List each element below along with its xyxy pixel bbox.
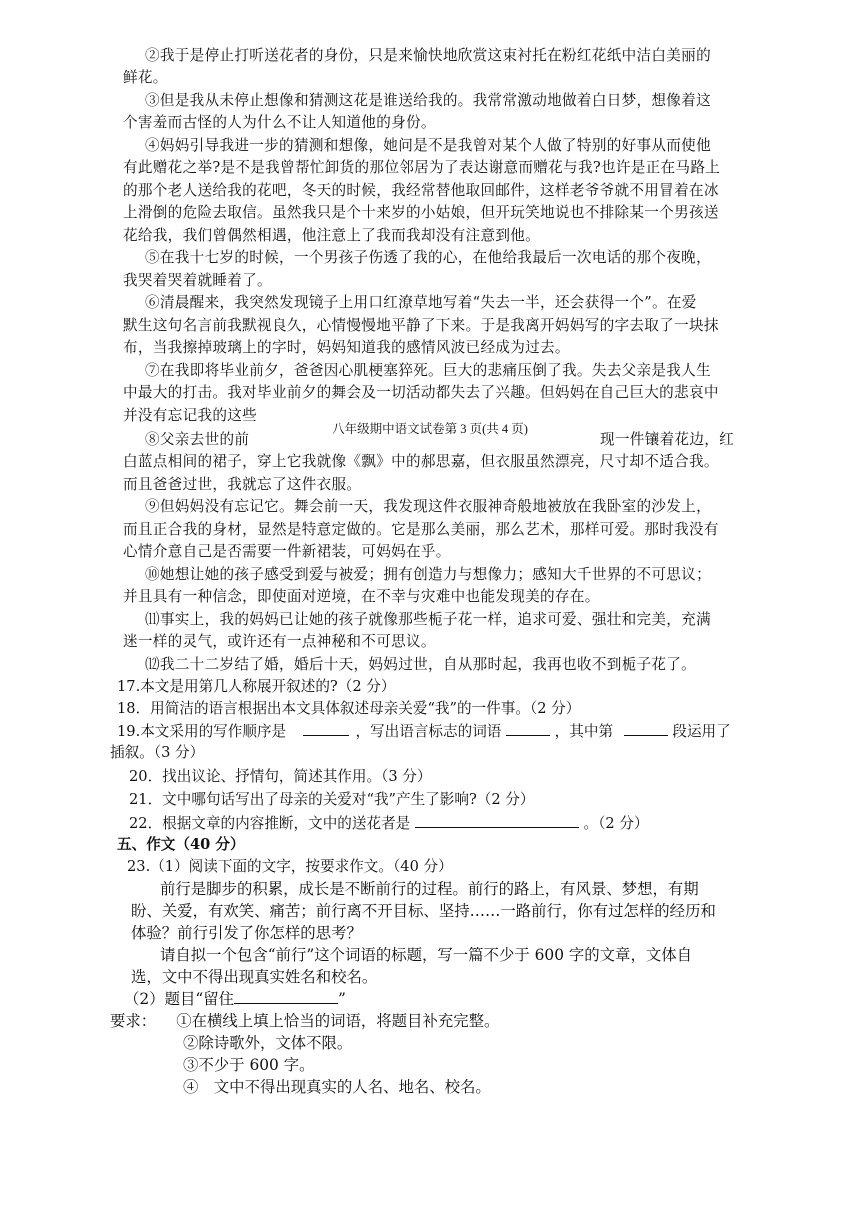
para-8-line-2: 白蓝点相间的裙子，穿上它我就像《飘》中的郝思嘉，但衣服虽然漂亮，尺寸却不适合我。 — [123, 453, 719, 470]
question-17: 17.本文是用第几人称展开叙述的?（2 分） — [117, 678, 396, 695]
essay-prompt-line-5: 选，文中不得出现真实姓名和校名。 — [131, 968, 378, 986]
page-footer: 八年级期中语文试卷第 3 页(共 4 页) — [272, 418, 588, 440]
question-20: 20．找出议论、抒情句，简述其作用。（3 分） — [129, 768, 432, 785]
question-19: 19.本文采用的写作顺序是 ，写出语言标志的词语 ，其中第 段运用了 — [117, 723, 731, 740]
question-19-cont: 插叙。（3 分） — [110, 744, 205, 761]
requirements: 要求： ①在横线上填上恰当的词语，将题目补充完整。 — [110, 1012, 500, 1030]
para-6-line-3: 布，当我擦掉玻璃上的字时，妈妈知道我的感情风波已经成为过去。 — [123, 339, 570, 356]
essay-prompt-line-4: 请自拟一个包含“前行”这个词语的标题，写一篇不少于 600 字的文章，文体自 — [160, 946, 693, 964]
question-18: 18．用简洁的语言根据出本文具体叙述母亲关爱“我”的一件事。（2 分） — [117, 700, 581, 717]
para-2-line-2: 鲜花。 — [123, 69, 168, 86]
para-10-line-2: 并且具有一种信念，即使面对逆境，在不幸与灾难中也能发现美的存在。 — [123, 588, 600, 605]
question-21: 21．文中哪句话写出了母亲的关爱对“我”产生了影响?（2 分） — [129, 791, 535, 808]
para-6-line-2: 默生这句名言前我默视良久，心情慢慢地平静了下来。于是我离开妈妈写的字去取了一块抹 — [123, 317, 719, 334]
para-4-line-1: ④妈妈引导我进一步的猜测和想像，她问是不是我曾对某个人做了特别的好事从而使他 — [145, 137, 711, 154]
para-9-line-2: 而且正合我的身材，显然是特意定做的。它是那么美丽，那么艺术，那样可爱。那时我没有 — [123, 521, 719, 538]
answer-blank-22[interactable] — [415, 813, 579, 828]
essay-prompt-line-2: 盼、关爱，有欢笑、痛苦；前行离不开目标、坚持……一路前行，你有过怎样的经历和 — [131, 902, 716, 920]
para-5-line-1: ⑤在我十七岁的时候，一个男孩子伤透了我的心，在他给我最后一次电话的那个夜晚， — [145, 249, 711, 266]
essay-prompt-line-3: 体验？前行引发了你怎样的思考？ — [131, 924, 362, 942]
para-8-line-1-right: 现一件镶着花边，红 — [600, 431, 735, 448]
para-9-line-3: 心情介意自己是否需要一件新裙装，可妈妈在乎。 — [123, 543, 451, 560]
para-8-line-3: 而且爸爸过世，我就忘了这件衣服。 — [123, 476, 362, 493]
para-8-line-1-left: ⑧父亲去世的前 — [145, 431, 250, 448]
requirement-2: ②除诗歌外，文体不限。 — [183, 1034, 353, 1052]
question-22: 22．根据文章的内容推断，文中的送花者是 。（2 分） — [129, 815, 649, 832]
para-6-line-1: ⑥清晨醒来，我突然发现镜子上用口红潦草地写着“失去一半，还会获得一个”。在爱 — [145, 294, 697, 311]
para-4-line-5: 花给我，我们曾偶然相遇，他注意上了我而我却没有注意到他。 — [123, 227, 541, 244]
requirement-3: ③不少于 600 字。 — [183, 1056, 315, 1074]
title-blank[interactable] — [234, 989, 338, 1004]
requirement-4: ④ 文中不得出现真实的人名、地名、校名。 — [183, 1078, 491, 1096]
para-4-line-4: 上滑倒的危险去取信。虽然我只是个十来岁的小姑娘，但开玩笑地说也不排除某一个男孩送 — [123, 204, 719, 221]
para-11-line-1: ⑾事实上，我的妈妈已让她的孩子就像那些栀子花一样，追求可爱、强壮和完美，充满 — [145, 611, 711, 628]
para-9-line-1: ⑨但妈妈没有忘记它。舞会前一天，我发现这件衣服神奇般地被放在我卧室的沙发上， — [145, 498, 711, 515]
para-4-line-3: 的那个老人送给我的花吧，冬天的时候，我经常替他取回邮件，这样老爷爷就不用冒着在冰 — [123, 182, 719, 199]
para-3-line-2: 个害羞而古怪的人为什么不让人知道他的身份。 — [123, 114, 436, 131]
para-7-line-3: 并没有忘记我的这些 — [123, 407, 258, 424]
essay-task-1-title: 23.（1）阅读下面的文字，按要求作文。（40 分） — [127, 858, 453, 875]
para-12-line-1: ⑿我二十二岁结了婚，婚后十天，妈妈过世，自从那时起，我再也收不到栀子花了。 — [145, 656, 697, 673]
answer-blank-19-3[interactable] — [624, 721, 668, 736]
para-7-line-1: ⑦在我即将毕业前夕，爸爸因心肌梗塞猝死。巨大的悲痛压倒了我。失去父亲是我人生 — [145, 362, 711, 379]
para-4-line-2: 有此赠花之举?是不是我曾帮忙卸货的那位邻居为了表达谢意而赠花与我?也许是正在马路上 — [123, 159, 721, 176]
answer-blank-19-2[interactable] — [506, 721, 550, 736]
para-5-line-2: 我哭着哭着就睡着了。 — [123, 272, 272, 289]
essay-task-2-title: （2）题目“留住 ” — [124, 990, 346, 1008]
para-2-line-1: ②我于是停止打听送花者的身份，只是来愉快地欣赏这束衬托在粉红花纸中洁白美丽的 — [145, 47, 711, 64]
para-10-line-1: ⑩她想让她的孩子感受到爱与被爱；拥有创造力与想像力；感知大千世界的不可思议； — [145, 566, 711, 583]
para-7-line-2: 中最大的打击。我对毕业前夕的舞会及一切活动都失去了兴趣。但妈妈在自己巨大的悲哀中 — [123, 384, 719, 401]
answer-blank-19-1[interactable] — [303, 721, 349, 736]
essay-prompt-line-1: 前行是脚步的积累，成长是不断前行的过程。前行的路上，有风景、梦想，有期 — [160, 880, 699, 898]
para-11-line-2: 迷一样的灵气，或许还有一点神秘和不可思议。 — [123, 633, 436, 650]
section-5-heading: 五、作文（40 分） — [117, 836, 245, 853]
para-3-line-1: ③但是我从未停止想像和猜测这花是谁送给我的。我常常激动地做着白日梦，想像着这 — [145, 92, 711, 109]
